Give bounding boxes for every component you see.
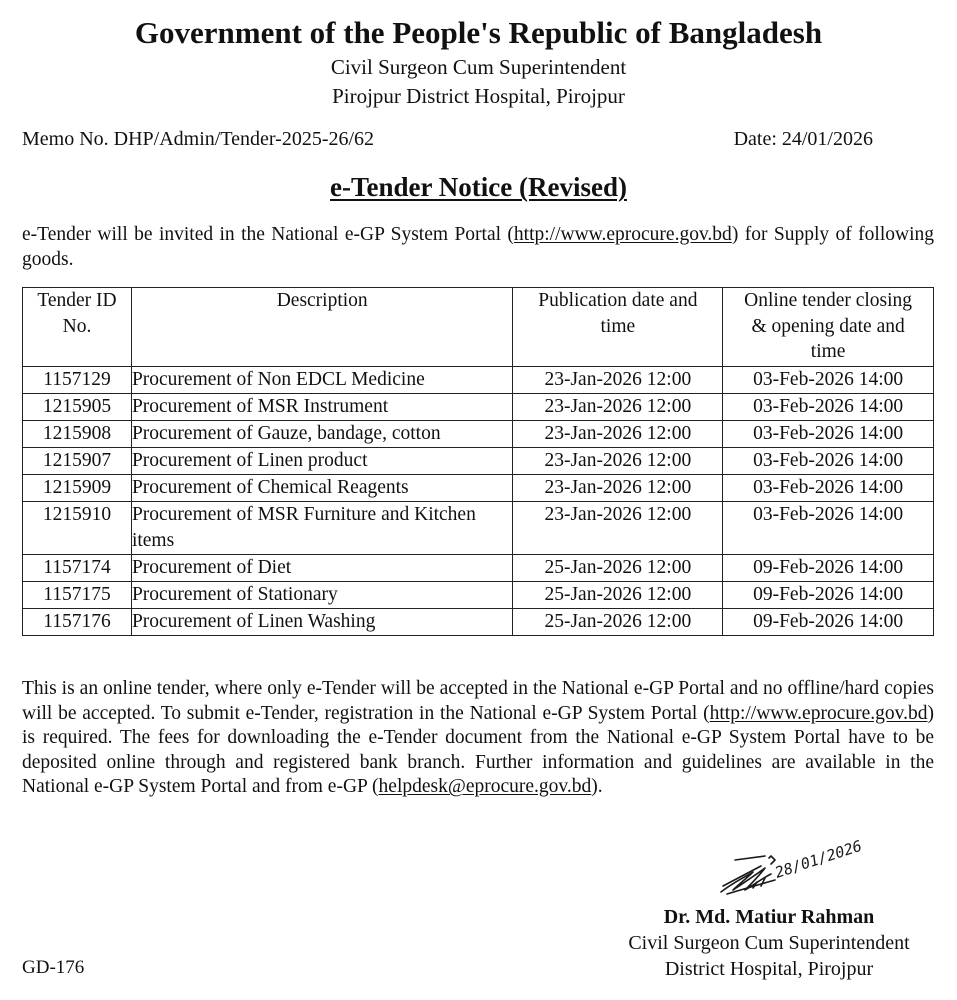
helpdesk-email-link[interactable]: helpdesk@eprocure.gov.bd — [378, 776, 592, 797]
office-line-1: Civil Surgeon Cum Superintendent — [330, 55, 627, 79]
handwritten-signature — [717, 836, 865, 898]
instructions-text-2: ) is required. The fees for downloading the e-Tender document from the National e-GP System Portal have to be deposited online through and registered bank branch. Further information and guidelines are available in the National e-GP System Portal and from e-GP ( — [22, 702, 934, 797]
signer-name: Dr. Md. Matiur Rahman — [663, 906, 875, 928]
cell-tender-id: 1215909 — [23, 474, 132, 501]
cell-description: Procurement of Linen product — [131, 447, 513, 474]
cell-tender-id: 1215905 — [23, 393, 132, 420]
table-row — [23, 420, 934, 447]
cell-closing: 03-Feb-2026 14:00 — [723, 447, 934, 474]
instructions-text-1: This is an online tender, where only e-Tender will be accepted in the National e-GP Portal and no offline/hard copies will be accepted. To submit e-Tender, registration in the National e-GP System Portal ( — [22, 678, 934, 724]
table-row — [23, 608, 934, 635]
footer-code: GD-176 — [22, 957, 85, 978]
cell-publication: 25-Jan-2026 12:00 — [513, 608, 723, 635]
cell-publication: 25-Jan-2026 12:00 — [513, 581, 723, 608]
signer-title: Civil Surgeon Cum Superintendent — [628, 932, 910, 954]
memo-number: Memo No. DHP/Admin/Tender-2025-26/62 — [22, 128, 375, 150]
government-heading: Government of the People's Republic of Bangladesh — [134, 15, 823, 50]
cell-closing: 03-Feb-2026 14:00 — [723, 420, 934, 447]
table-header-row — [23, 288, 934, 367]
cell-tender-id: 1215908 — [23, 420, 132, 447]
table-row — [23, 501, 934, 554]
cell-tender-id: 1215907 — [23, 447, 132, 474]
cell-tender-id: 1157175 — [23, 581, 132, 608]
signer-office: District Hospital, Pirojpur — [664, 958, 874, 980]
cell-closing: 09-Feb-2026 14:00 — [723, 581, 934, 608]
table-row — [23, 447, 934, 474]
cell-closing: 03-Feb-2026 14:00 — [723, 474, 934, 501]
header-tender-id: Tender ID No. — [23, 288, 132, 367]
cell-tender-id: 1157176 — [23, 608, 132, 635]
eprocure-link[interactable]: http://www.eprocure.gov.bd — [513, 224, 732, 245]
tender-table — [22, 287, 934, 636]
cell-closing: 03-Feb-2026 14:00 — [723, 366, 934, 393]
instructions-text-3: ). — [591, 776, 603, 797]
cell-tender-id: 1157174 — [23, 554, 132, 581]
header-publication: Publication date and time — [513, 288, 723, 367]
cell-publication: 23-Jan-2026 12:00 — [513, 447, 723, 474]
cell-publication: 23-Jan-2026 12:00 — [513, 366, 723, 393]
cell-publication: 25-Jan-2026 12:00 — [513, 554, 723, 581]
notice-title-text: e-Tender Notice (Revised) — [330, 172, 627, 202]
intro-paragraph — [22, 222, 934, 272]
signature-date: 28/01/2026 — [772, 836, 865, 882]
cell-tender-id: 1157129 — [23, 366, 132, 393]
eprocure-link-2[interactable]: http://www.eprocure.gov.bd — [709, 702, 928, 724]
cell-closing: 09-Feb-2026 14:00 — [723, 554, 934, 581]
table-row — [23, 581, 934, 608]
table-row — [23, 366, 934, 393]
cell-description: Procurement of Chemical Reagents — [131, 474, 513, 501]
cell-description: Procurement of MSR Furniture and Kitchen items — [131, 501, 513, 554]
header-closing: Online tender closing & opening date and time — [723, 288, 934, 367]
table-row — [23, 474, 934, 501]
notice-title — [0, 170, 957, 204]
header-description: Description — [131, 288, 513, 367]
cell-description: Procurement of Stationary — [131, 581, 513, 608]
intro-text-after: ) for Supply of following goods. — [22, 224, 934, 270]
table-row — [23, 554, 934, 581]
cell-tender-id: 1215910 — [23, 501, 132, 554]
cell-closing: 03-Feb-2026 14:00 — [723, 501, 934, 554]
memo-date: Date: 24/01/2026 — [733, 128, 873, 150]
cell-publication: 23-Jan-2026 12:00 — [513, 420, 723, 447]
cell-description: Procurement of Linen Washing — [131, 608, 513, 635]
cell-description: Procurement of Diet — [131, 554, 513, 581]
cell-closing: 09-Feb-2026 14:00 — [723, 608, 934, 635]
cell-description: Procurement of MSR Instrument — [131, 393, 513, 420]
cell-publication: 23-Jan-2026 12:00 — [513, 474, 723, 501]
cell-description: Procurement of Non EDCL Medicine — [131, 366, 513, 393]
cell-closing: 03-Feb-2026 14:00 — [723, 393, 934, 420]
office-line-2: Pirojpur District Hospital, Pirojpur — [332, 84, 625, 108]
table-row — [23, 393, 934, 420]
instructions-paragraph — [22, 677, 934, 800]
cell-description: Procurement of Gauze, bandage, cotton — [131, 420, 513, 447]
cell-publication: 23-Jan-2026 12:00 — [513, 393, 723, 420]
intro-text-before: e-Tender will be invited in the National e-GP System Portal ( — [22, 224, 514, 245]
cell-publication: 23-Jan-2026 12:00 — [513, 501, 723, 554]
